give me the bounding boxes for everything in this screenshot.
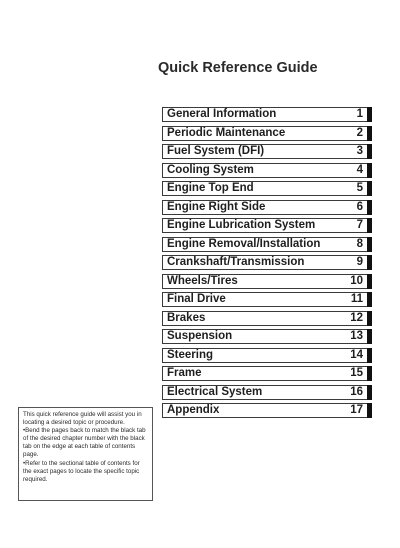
chapter-title: Electrical System [167, 385, 263, 398]
chapter-number: 14 [350, 348, 363, 361]
chapter-black-tab [367, 311, 372, 326]
usage-note-box [18, 407, 153, 501]
chapter-black-tab [367, 403, 372, 418]
chapter-title: Engine Lubrication System [167, 219, 316, 231]
chapter-row[interactable] [162, 126, 372, 141]
chapter-title: Fuel System (DFI) [167, 145, 265, 157]
chapter-black-tab [367, 218, 372, 233]
chapter-row[interactable] [162, 107, 372, 122]
chapter-number: 16 [350, 385, 363, 398]
chapter-number: 13 [350, 330, 363, 342]
chapter-number: 15 [350, 367, 363, 379]
chapter-black-tab [367, 292, 372, 307]
chapter-row[interactable] [162, 144, 372, 159]
chapter-black-tab [367, 163, 372, 178]
chapter-black-tab [367, 366, 372, 381]
chapter-number: 17 [350, 404, 363, 416]
chapter-title: Wheels/Tires [167, 274, 238, 287]
chapter-number: 7 [356, 219, 363, 231]
page-title: Quick Reference Guide [158, 60, 318, 76]
chapter-title: Crankshaft/Transmission [167, 256, 305, 268]
chapter-title: General Information [167, 108, 277, 120]
chapter-row[interactable] [162, 163, 372, 178]
chapter-title: Final Drive [167, 293, 226, 305]
chapter-row[interactable] [162, 255, 372, 270]
usage-note-intro: This quick reference guide will assist you in locating a desired topic or procedure. [23, 411, 142, 427]
chapter-number: 3 [356, 145, 363, 157]
chapter-title: Appendix [167, 404, 220, 416]
chapter-index [162, 107, 372, 422]
chapter-row[interactable] [162, 274, 372, 289]
chapter-number: 4 [356, 163, 363, 176]
usage-note-bullet: •Bend the pages back to match the black tab of the desired chapter number with the black tab on the edge at each table of contents page. [23, 427, 146, 459]
chapter-number: 10 [350, 274, 363, 287]
chapter-row[interactable] [162, 329, 372, 344]
chapter-row[interactable] [162, 237, 372, 252]
chapter-black-tab [367, 255, 372, 270]
chapter-title: Engine Top End [167, 182, 254, 194]
chapter-title: Frame [167, 367, 202, 379]
chapter-number: 11 [350, 293, 363, 305]
chapter-black-tab [367, 348, 372, 363]
chapter-row[interactable] [162, 311, 372, 326]
chapter-black-tab [367, 107, 372, 122]
chapter-row[interactable] [162, 366, 372, 381]
chapter-black-tab [367, 126, 372, 141]
chapter-row[interactable] [162, 385, 372, 400]
chapter-black-tab [367, 329, 372, 344]
usage-note-bullet: •Refer to the sectional table of contents for the exact pages to locate the specific topic required. [23, 459, 140, 483]
chapter-number: 12 [350, 311, 363, 324]
chapter-title: Periodic Maintenance [167, 126, 286, 139]
chapter-black-tab [367, 181, 372, 196]
chapter-row[interactable] [162, 292, 372, 307]
chapter-title: Suspension [167, 330, 233, 342]
chapter-black-tab [367, 385, 372, 400]
chapter-row[interactable] [162, 403, 372, 418]
chapter-title: Steering [167, 348, 214, 361]
chapter-black-tab [367, 237, 372, 252]
chapter-number: 5 [356, 182, 363, 194]
chapter-title: Brakes [167, 311, 206, 324]
chapter-row[interactable] [162, 218, 372, 233]
chapter-row[interactable] [162, 200, 372, 215]
chapter-black-tab [367, 200, 372, 215]
chapter-row[interactable] [162, 181, 372, 196]
chapter-number: 1 [356, 108, 363, 120]
chapter-black-tab [367, 144, 372, 159]
chapter-row[interactable] [162, 348, 372, 363]
chapter-title: Engine Removal/Installation [167, 237, 321, 250]
chapter-title: Cooling System [167, 163, 254, 176]
chapter-number: 2 [356, 126, 363, 139]
chapter-title: Engine Right Side [167, 200, 266, 213]
chapter-black-tab [367, 274, 372, 289]
chapter-number: 8 [356, 237, 363, 250]
chapter-number: 6 [356, 200, 363, 213]
chapter-number: 9 [356, 256, 363, 268]
